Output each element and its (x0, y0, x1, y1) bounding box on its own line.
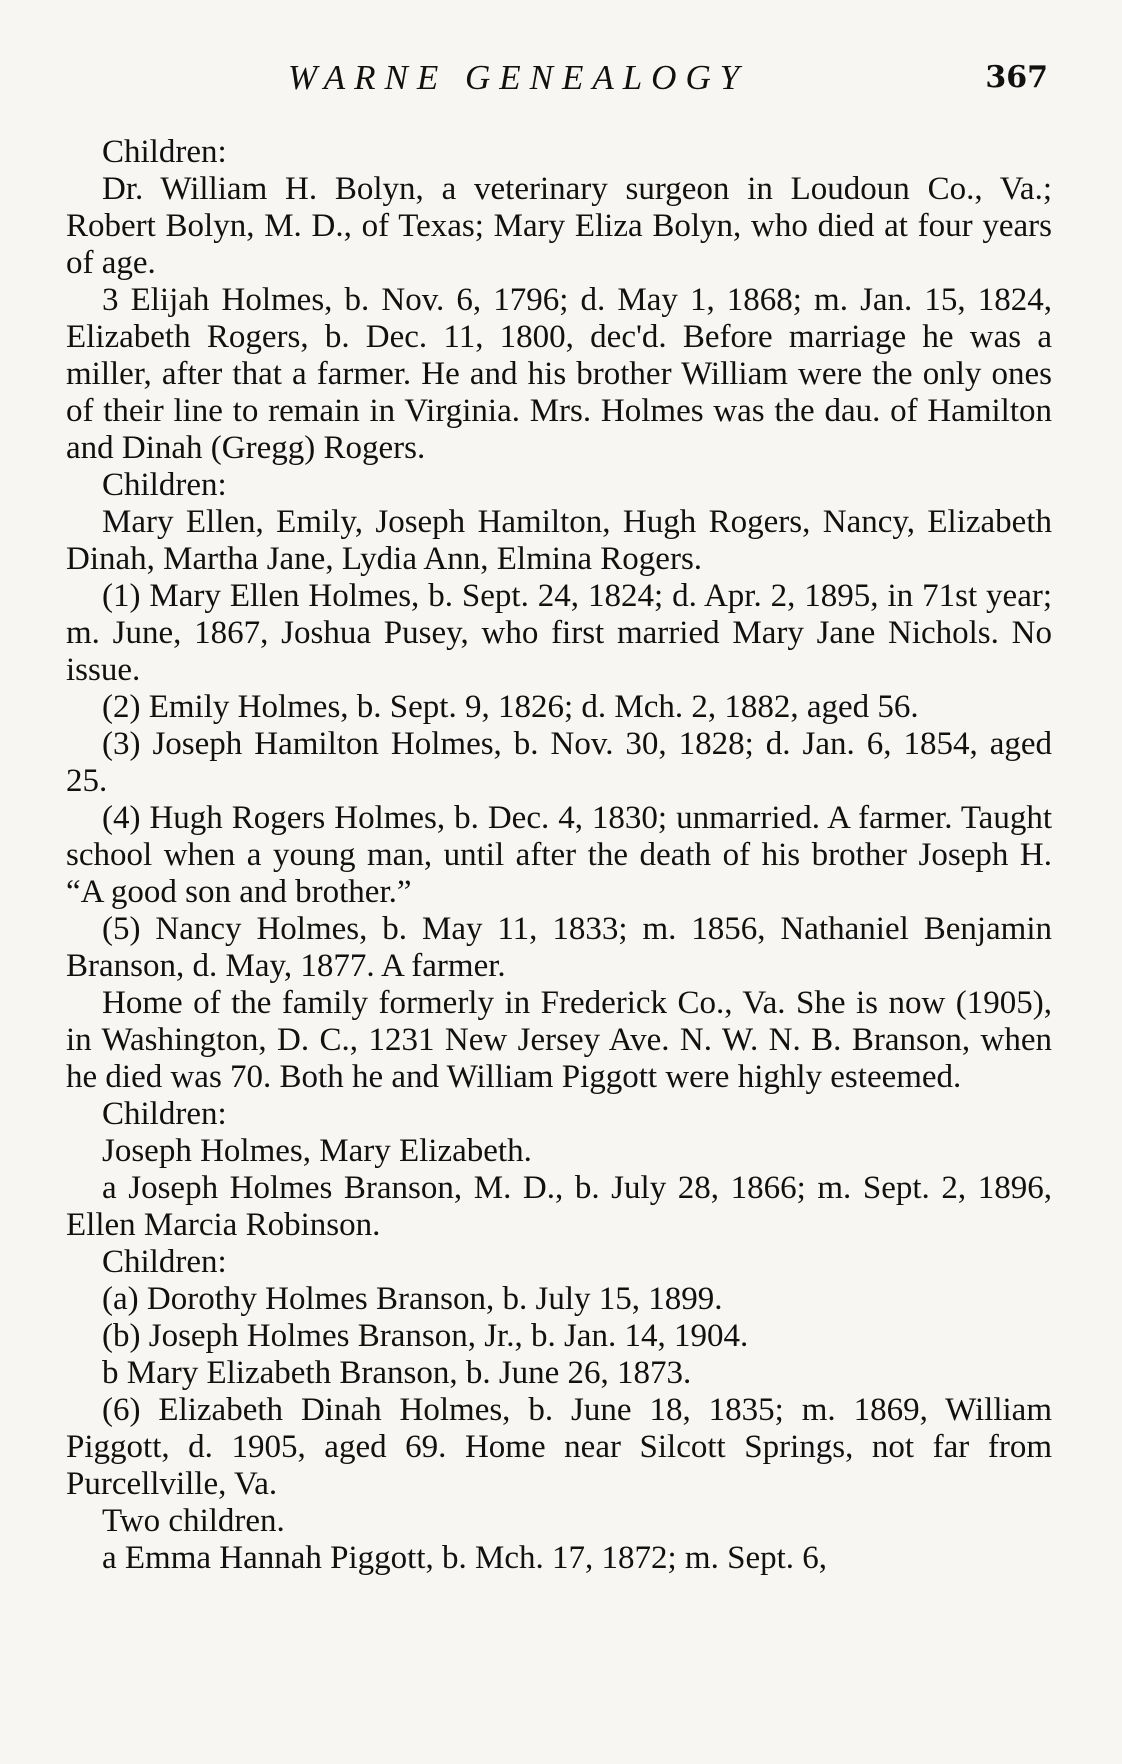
running-title: WARNE GENEALOGY (288, 58, 749, 97)
paragraph: Children: (102, 134, 227, 170)
paragraph: (5) Nancy Holmes, b. May 11, 1833; m. 1856, Nathaniel Benjamin Branson, d. May, 1877. A farmer. (66, 911, 1052, 984)
paragraph: (2) Emily Holmes, b. Sept. 9, 1826; d. Mch. 2, 1882, aged 56. (102, 689, 919, 725)
paragraph: a Joseph Holmes Branson, M. D., b. July 28, 1866; m. Sept. 2, 1896, Ellen Marcia Robinson. (66, 1170, 1052, 1243)
paragraph: (1) Mary Ellen Holmes, b. Sept. 24, 1824; d. Apr. 2, 1895, in 71st year; m. June, 1867, Joshua Pusey, who first married Mary Jane Nichols. No issue. (66, 578, 1052, 688)
paragraph: Home of the family formerly in Frederick Co., Va. She is now (1905), in Washington, D. C., 1231 New Jersey Ave. N. W. N. B. Branson, when he died was 70. Both he and William Piggott were highly esteemed. (66, 985, 1052, 1095)
page-header (66, 56, 1052, 104)
paragraph: Children: (102, 467, 227, 503)
paragraph: Mary Ellen, Emily, Joseph Hamilton, Hugh Rogers, Nancy, Elizabeth Dinah, Martha Jane, Lydia Ann, Elmina Rogers. (66, 504, 1052, 577)
body-text (66, 134, 1052, 1577)
paragraph: Children: (102, 1244, 227, 1280)
paragraph: Children: (102, 1096, 227, 1132)
paragraph: (b) Joseph Holmes Branson, Jr., b. Jan. 14, 1904. (102, 1318, 749, 1354)
paragraph: (3) Joseph Hamilton Holmes, b. Nov. 30, 1828; d. Jan. 6, 1854, aged 25. (66, 726, 1052, 799)
paragraph: Two children. (102, 1503, 285, 1539)
paragraph: 3 Elijah Holmes, b. Nov. 6, 1796; d. May 1, 1868; m. Jan. 15, 1824, Elizabeth Rogers, b. Dec. 11, 1800, dec'd. Before marriage he was a miller, after that a farmer. He and his brother William were the only ones of their line to remain in Virginia. Mrs. Holmes was the dau. of Hamilton and Dinah (Gregg) Rogers. (66, 282, 1052, 466)
paragraph: (4) Hugh Rogers Holmes, b. Dec. 4, 1830; unmarried. A farmer. Taught school when a young man, until after the death of his brother Joseph H. “A good son and brother.” (66, 800, 1052, 910)
paragraph: b Mary Elizabeth Branson, b. June 26, 1873. (102, 1355, 692, 1391)
paragraph: Joseph Holmes, Mary Elizabeth. (102, 1133, 532, 1169)
paragraph: (a) Dorothy Holmes Branson, b. July 15, 1899. (102, 1281, 723, 1317)
page-number: 367 (985, 60, 1048, 95)
paragraph: (6) Elizabeth Dinah Holmes, b. June 18, 1835; m. 1869, William Piggott, d. 1905, aged 69. Home near Silcott Springs, not far from Purcellville, Va. (66, 1392, 1052, 1502)
paragraph: a Emma Hannah Piggott, b. Mch. 17, 1872; m. Sept. 6, (102, 1540, 828, 1576)
paragraph: Dr. William H. Bolyn, a veterinary surgeon in Loudoun Co., Va.; Robert Bolyn, M. D., of Texas; Mary Eliza Bolyn, who died at four years of age. (66, 171, 1052, 281)
